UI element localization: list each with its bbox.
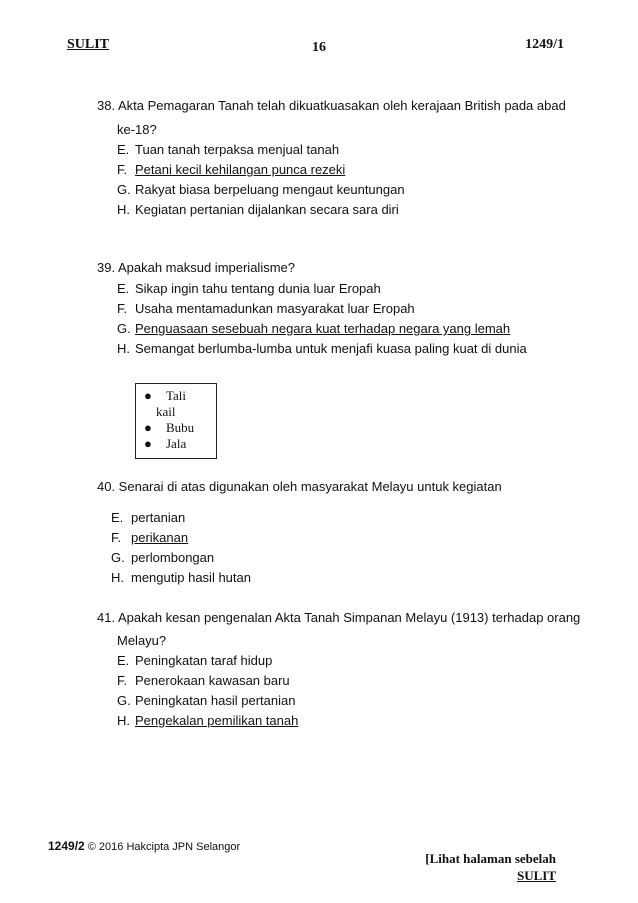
- question-text-cont: Melayu?: [117, 633, 167, 648]
- footer-paper-code: 1249/2: [48, 839, 85, 853]
- option-g: [111, 548, 502, 568]
- option-text: Kegiatan pertanian dijalankan secara sara diri: [135, 202, 399, 217]
- option-f: [97, 671, 580, 691]
- option-letter: E.: [117, 142, 130, 157]
- option-g: [97, 180, 566, 200]
- item-list-box: [135, 383, 217, 459]
- option-letter: G.: [117, 182, 131, 197]
- option-text: Tuan tanah terpaksa menjual tanah: [135, 142, 340, 157]
- footer-copyright: [48, 839, 240, 853]
- option-letter: F.: [117, 301, 128, 316]
- option-g: [97, 319, 527, 339]
- option-letter: H.: [117, 341, 130, 356]
- option-letter: H.: [117, 202, 130, 217]
- option-text: Peningkatan hasil pertanian: [135, 693, 296, 708]
- option-letter: H.: [111, 570, 124, 585]
- page-number: 16: [312, 40, 326, 55]
- option-letter: E.: [111, 510, 124, 525]
- paper-code: 1249/1: [525, 37, 564, 52]
- option-text-answer: Petani kecil kehilangan punca rezeki: [135, 162, 346, 177]
- footer-copyright-text: © 2016 Hakcipta JPN Selangor: [87, 841, 241, 853]
- list-item: [144, 436, 216, 452]
- question-38: [97, 96, 566, 220]
- option-text-answer: Penguasaan sesebuah negara kuat terhadap negara yang lemah: [135, 321, 511, 336]
- option-h: [97, 200, 566, 220]
- option-h: [97, 339, 527, 359]
- option-text: Usaha mentamadunkan masyarakat luar Eropah: [135, 301, 415, 316]
- bullet-icon: ●: [144, 436, 152, 451]
- option-letter: E.: [117, 653, 130, 668]
- option-letter: F.: [111, 530, 122, 545]
- question-text: 41. Apakah kesan pengenalan Akta Tanah Simpanan Melayu (1913) terhadap orang: [97, 610, 581, 625]
- option-letter: F.: [117, 162, 128, 177]
- option-text: Sikap ingin tahu tentang dunia luar Eropah: [135, 281, 381, 296]
- question-41: [97, 608, 580, 731]
- footer-right: [425, 850, 556, 884]
- question-text: 38. Akta Pemagaran Tanah telah dikuatkuasakan oleh kerajaan British pada abad: [97, 98, 566, 113]
- list-item-text: Jala: [166, 436, 187, 451]
- option-text: Penerokaan kawasan baru: [135, 673, 290, 688]
- list-item-text: Bubu: [166, 420, 195, 435]
- option-text: perlombongan: [131, 550, 215, 565]
- option-text-answer: perikanan: [131, 530, 189, 545]
- option-e: [97, 279, 527, 299]
- option-letter: F.: [117, 673, 128, 688]
- list-item: [144, 420, 216, 436]
- bullet-icon: ●: [144, 388, 152, 403]
- option-e: [111, 508, 502, 528]
- footer-sulit: SULIT: [516, 868, 556, 883]
- option-letter: G.: [117, 693, 131, 708]
- question-text: 40. Senarai di atas digunakan oleh masyarakat Melayu untuk kegiatan: [97, 479, 502, 494]
- option-letter: H.: [117, 713, 130, 728]
- next-page-note: [Lihat halaman sebelah: [425, 851, 556, 866]
- option-f: [97, 299, 527, 319]
- option-g: [97, 691, 580, 711]
- option-text: Peningkatan taraf hidup: [135, 653, 273, 668]
- option-text: pertanian: [131, 510, 186, 525]
- option-text: Rakyat biasa berpeluang mengaut keuntungan: [135, 182, 405, 197]
- option-e: [97, 651, 580, 671]
- option-letter: G.: [111, 550, 125, 565]
- option-text: Semangat berlumba-lumba untuk menjafi kuasa paling kuat di dunia: [135, 341, 527, 356]
- option-letter: G.: [117, 321, 131, 336]
- option-e: [97, 140, 566, 160]
- list-item-text: Tali: [166, 388, 187, 403]
- question-39: [97, 258, 527, 359]
- option-f: [97, 160, 566, 180]
- question-text: 39. Apakah maksud imperialisme?: [97, 260, 295, 275]
- option-text: mengutip hasil hutan: [131, 570, 251, 585]
- option-letter: E.: [117, 281, 130, 296]
- option-text-answer: Pengekalan pemilikan tanah: [135, 713, 299, 728]
- question-40: [97, 477, 502, 588]
- option-f: [111, 528, 502, 548]
- header-sulit: SULIT: [67, 37, 110, 52]
- bullet-icon: ●: [144, 420, 152, 435]
- list-item: [144, 388, 216, 404]
- option-h: [111, 568, 502, 588]
- list-item-text-cont: kail: [156, 404, 176, 419]
- question-text-cont: ke-18?: [117, 122, 157, 137]
- option-h: [97, 711, 580, 731]
